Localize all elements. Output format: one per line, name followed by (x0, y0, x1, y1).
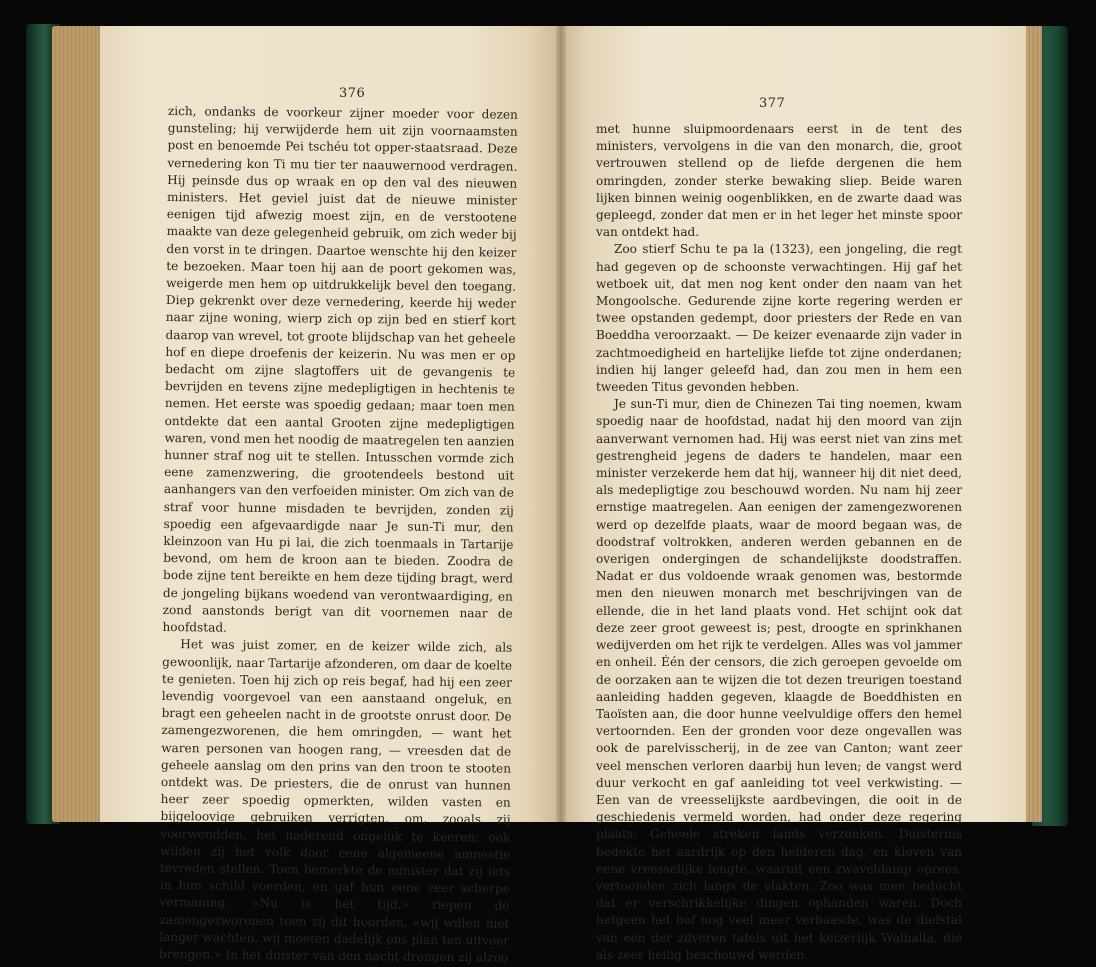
left-page-text (159, 103, 518, 967)
right-page-number: 377 (759, 96, 786, 111)
right-page-text (596, 121, 962, 964)
right-paragraph-3: Je sun-Ti mur, dien de Chinezen Tai ting noemen, kwam spoedig naar de hoofdstad, nadat hij den moord van zijn aanverwant vernomen had. Hij was eerst niet van zins met gestrengheid jegens de daders te handelen, maar een minister verzekerde hem dat hij, wanneer hij dit niet deed, als medepligtige zou beschouwd worden. Nu nam hij zeer ernstige maatregelen. Aan eenigen der zamengezworenen werd op dezelfde plaats, waar de moord begaan was, de doodstraf voltrokken, anderen werden gebannen en de overigen ondergingen de schandelijkste doodstraffen. Nadat er dus voldoende wraak genomen was, bestormde men den nieuwen monarch met beschrijvingen van de ellende, die in het land plaats vond. Het schijnt ook dat deze zeer groot geweest is; pest, droogte en sprinkhanen wedijverden om het rijk te verdelgen. Alles was vol jammer en onheil. Één der censors, die zich geroepen gevoelde om de oorzaken aan te wijzen die tot dezen treurigen toestand aanleiding hadden gegeven, klaagde de Boeddhisten en Taoïsten aan, die door hunne veelvuldige offers den hemel vertoornden. Een der gronden voor deze ongevallen was ook de parelvisscherij, in de zee van Canton; want zeer veel menschen verloren daarbij hun leven; de vangst werd duur verkocht en gaf aanleiding tot veel verkwisting. — Een van de vreesselijkste aardbevingen, die ooit in de geschiedenis vermeld worden, had onder deze regering plaats. Geheele streken lands verzonken. Duisternis bedekte het aardrijk op den helderen dag, en kloven van eene vreesselijke lengte, waaruit een zwaveldamp oprees, vertoonden zich langs de vlakten. Zoo was men beducht dat er verschrikkelijke dingen ophanden waren. Doch hetgeen het hof nog veel meer verbaasde, was de diefstal van een der zilveren tafels uit het keizerlijk Walhalla, die als zeer heilig beschouwd werden. (596, 397, 962, 962)
book-gutter (556, 26, 566, 822)
left-paragraph-2: Het was juist zomer, en de keizer wilde zich, als gewoonlijk, naar Tartarije afzonderen, om daar de koelte te genieten. Toen hij zich op reis begaf, had hij een zeer levendig voorgevoel van een aanstaand ongeluk, en bragt een geheelen nacht in de grootste onrust door. De zamengezworenen, die hem omringden, — want het waren personen van hoogen rang, — vreesden dat de geheele aanslag om den prins van den troon te stooten ontdekt was. De priesters, die de onrust van hunnen heer zeer spoedig opmerkten, wilden vasten en bijgeloovige gebruiken verrigten, om, zooals zij voorwendden, het naderend ongeluk te keeren; ook wilden zij het volk door eene algemeene amnestie tevreden stellen. Toen bemerkte de minister dat zij iets in hun schild voerden, en gaf hun eene zeer scherpe vermaning. «Nu is het tijd,» riepen de zamengezworenen toen zij dit hoorden, «wij willen niet langer wachten, wij moeten dadelijk ons plan ten uitvoer brengen.» In het duister van den nacht drongen zij alzoo (159, 637, 513, 965)
left-page-number: 376 (339, 86, 366, 101)
right-paragraph-2: Zoo stierf Schu te pa la (1323), een jongeling, die regt had gegeven op de schoonste verwachtingen. Hij gaf het wetboek uit, dat men nog kent onder den naam van het Mongoolsche. Gedurende zijne korte regering werden er twee opstanden gedempt, door priesters der Rede en van Boeddha veroorzaakt. — De keizer evenaarde zijn vader in zachtmoedigheid en hartelijke liefde tot zijne onderdanen; indien hij langer geleefd had, dan zou men in hem een tweeden Titus gevonden hebben. (596, 242, 962, 395)
left-page-edges (52, 26, 102, 822)
left-paragraph-1: zich, ondanks de voorkeur zijner moeder voor dezen gunsteling; hij verwijderde hem uit zijn voornaamsten post en benoemde Pei tschéu tot opper-staatsraad. Deze vernedering kon Ti mu tier ter naauwernood verdragen. Hij peinsde dus op wraak en op den val des nieuwen ministers. Het geviel juist dat de nieuwe minister eenigen tijd afwezig moest zijn, en de verstootene maakte van deze gelegenheid gebruik, om zich weder bij den vorst in te dringen. Daartoe wenschte hij den keizer te bezoeken. Maar toen hij aan de poort gekomen was, weigerde men hem op uitdrukkelijk bevel den toegang. Diep gekrenkt over deze vernedering, keerde hij weder naar zijne woning, wierp zich op zijn bed en stierf kort daarop van wrevel, tot groote blijdschap van het geheele hof en diepe droefenis der keizerin. Nu was men er op bedacht om zijne slagtoffers uit de gevangenis te bevrijden en tevens zijne medepligtigen in hechtenis te nemen. Het eerste was spoedig gedaan; maar toen men ontdekte dat een aantal Grooten zijne medepligtigen waren, vond men het noodig de maatregelen ten aanzien hunner straf nog uit te stellen. Intusschen vormde zich eene zamenzwering, die grootendeels bestond uit aanhangers van den verfoeiden minister. Om zich van de straf voor hunne misdaden te bevrijden, zonden zij spoedig een afgevaardigde naar Je sun-Ti mur, den kleinzoon van Hu pi lai, die zich toenmaals in Tartarije bevond, om hem de kroon aan te bieden. Zoodra de bode zijne tent bereikte en hem deze tijding bragt, werd de jongeling bijkans woedend van verontwaardiging, en zond aanstonds berigt van dit voornemen naar de hoofdstad. (162, 103, 518, 635)
right-paragraph-1: met hunne sluipmoordenaars eerst in de tent des ministers, vervolgens in die van den monarch, die, groot vertrouwen stellend op de liefde dergenen die hem omringden, zonder sterke bewaking sliep. Beide waren lijken binnen weinig oogenblikken, en de zwarte daad was gepleegd, zonder dat men er in het leger het minste spoor van ontdekt had. (596, 122, 962, 240)
